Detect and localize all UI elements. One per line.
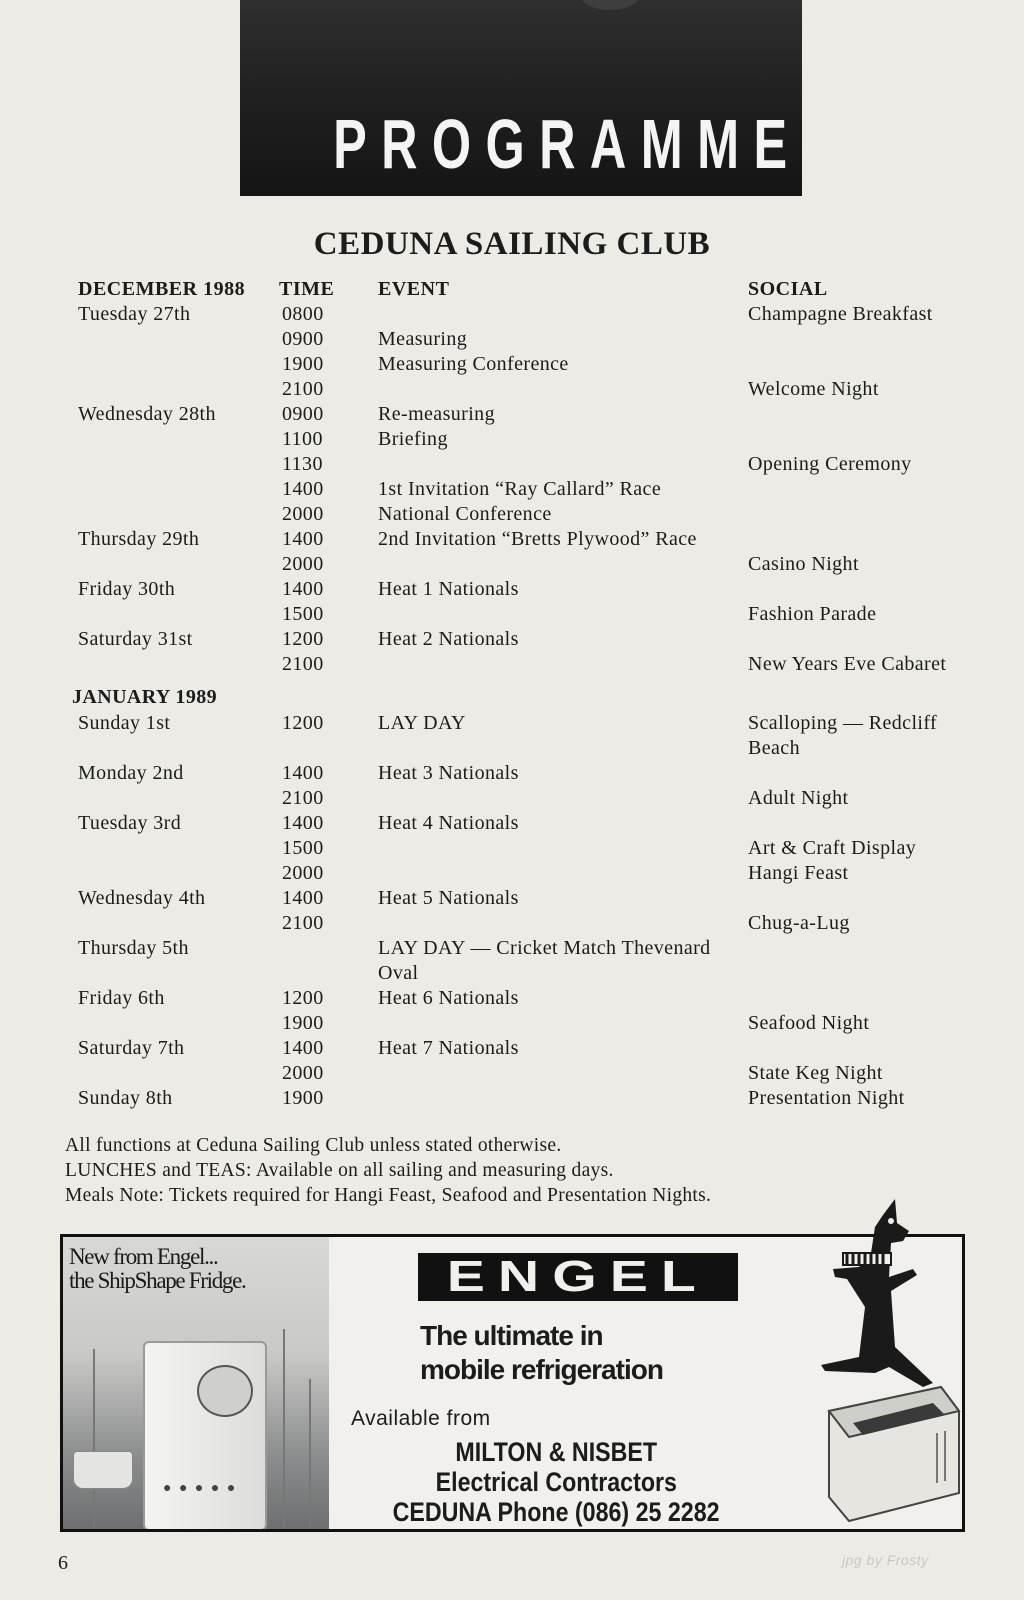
row-event: Heat 7 Nationals	[378, 1037, 519, 1059]
schedule-row	[0, 912, 1024, 937]
row-time: 2000	[282, 503, 324, 525]
row-time: 1500	[282, 603, 324, 625]
engel-logo: ENGEL	[418, 1253, 738, 1301]
schedule-row	[0, 303, 1024, 328]
row-event: Re-measuring	[378, 403, 495, 425]
note-meals: Meals Note: Tickets required for Hangi Feast, Seafood and Presentation Nights.	[65, 1185, 712, 1206]
row-social: State Keg Night	[748, 1062, 883, 1084]
schedule-row	[0, 478, 1024, 503]
available-from: Available from	[351, 1407, 491, 1430]
schedule-row	[0, 737, 1024, 762]
schedule-row	[0, 937, 1024, 962]
row-day: Friday 6th	[78, 987, 165, 1009]
schedule-row	[0, 428, 1024, 453]
row-day: Tuesday 27th	[78, 303, 191, 325]
schedule-row	[0, 962, 1024, 987]
schedule-row	[0, 762, 1024, 787]
row-time: 2100	[282, 378, 324, 400]
photo-headline	[69, 1245, 325, 1293]
banner-photo-highlight	[580, 0, 640, 10]
schedule-row	[0, 603, 1024, 628]
schedule-row	[0, 353, 1024, 378]
row-day: Thursday 29th	[78, 528, 200, 550]
dealer-name: MILTON & NISBET	[455, 1437, 657, 1467]
row-social: Chug-a-Lug	[748, 912, 850, 934]
banner-title: PROGRAMME	[333, 105, 802, 183]
row-event: National Conference	[378, 503, 552, 525]
row-event: Briefing	[378, 428, 448, 450]
schedule-row	[0, 328, 1024, 353]
row-time: 1400	[282, 1037, 324, 1059]
row-time: 2100	[282, 912, 324, 934]
row-time: 2000	[282, 1062, 324, 1084]
kangaroo-icon	[821, 1199, 933, 1387]
row-day: Wednesday 28th	[78, 403, 216, 425]
schedule-row	[0, 862, 1024, 887]
row-social: Champagne Breakfast	[748, 303, 933, 325]
mast-graphic	[93, 1349, 95, 1529]
row-social: Fashion Parade	[748, 603, 877, 625]
row-event: LAY DAY	[378, 712, 466, 734]
schedule-row	[0, 553, 1024, 578]
tagline-line1: The ultimate in	[420, 1320, 603, 1351]
row-time: 1200	[282, 987, 324, 1009]
row-day: Friday 30th	[78, 578, 176, 600]
note-lunches: LUNCHES and TEAS: Available on all sailing and measuring days.	[65, 1160, 614, 1181]
porthole-graphic	[197, 1365, 253, 1417]
row-time: 1100	[282, 428, 323, 450]
mast-graphic	[309, 1379, 311, 1529]
schedule-row	[0, 787, 1024, 812]
row-time: 2000	[282, 862, 324, 884]
january-heading: JANUARY 1989	[72, 686, 218, 708]
row-day: Wednesday 4th	[78, 887, 206, 909]
row-time: 1900	[282, 353, 324, 375]
header-social: SOCIAL	[748, 278, 828, 300]
boat-graphic	[73, 1451, 133, 1489]
row-social: Art & Craft Display	[748, 837, 917, 859]
row-time: 1500	[282, 837, 324, 859]
header-event: EVENT	[378, 278, 450, 300]
scarf-icon	[843, 1253, 891, 1265]
row-time: 1200	[282, 712, 324, 734]
schedule-row	[0, 578, 1024, 603]
schedule-row	[0, 528, 1024, 553]
schedule-row	[0, 887, 1024, 912]
row-event: 1st Invitation “Ray Callard” Race	[378, 478, 662, 500]
row-day: Saturday 7th	[78, 1037, 185, 1059]
row-event: Heat 5 Nationals	[378, 887, 519, 909]
row-time: 1400	[282, 887, 324, 909]
row-time: 1400	[282, 578, 324, 600]
row-day: Thursday 5th	[78, 937, 189, 959]
row-time: 2100	[282, 653, 324, 675]
schedule-row	[0, 453, 1024, 478]
engel-advertisement	[60, 1234, 965, 1532]
photo-credit: jpg by Frosty	[842, 1552, 929, 1568]
schedule-row	[0, 837, 1024, 862]
row-social: Scalloping — Redcliff	[748, 712, 938, 734]
row-social: Hangi Feast	[748, 862, 849, 884]
header-date: DECEMBER 1988	[78, 278, 246, 300]
note-functions: All functions at Ceduna Sailing Club unless stated otherwise.	[65, 1135, 562, 1156]
schedule-row	[0, 628, 1024, 653]
row-time: 2000	[282, 553, 324, 575]
row-event: Measuring	[378, 328, 468, 350]
fridge-graphic	[143, 1341, 267, 1529]
row-social: New Years Eve Cabaret	[748, 653, 947, 675]
row-day: Sunday 1st	[78, 712, 171, 734]
mast-graphic	[283, 1329, 285, 1529]
programme-banner	[240, 0, 802, 196]
photo-headline-line1: New from Engel...	[69, 1244, 218, 1269]
row-event: Heat 3 Nationals	[378, 762, 519, 784]
row-time: 1900	[282, 1087, 324, 1109]
row-time: 0900	[282, 403, 324, 425]
club-title: CEDUNA SAILING CLUB	[313, 226, 711, 262]
row-day: Saturday 31st	[78, 628, 193, 650]
cooler-icon	[829, 1387, 959, 1521]
row-time: 1200	[282, 628, 324, 650]
schedule-row	[0, 1087, 1024, 1112]
row-social: Opening Ceremony	[748, 453, 912, 475]
row-time: 0800	[282, 303, 324, 325]
schedule-row	[0, 812, 1024, 837]
schedule-row	[0, 378, 1024, 403]
row-social: Welcome Night	[748, 378, 879, 400]
dealer-phone: CEDUNA Phone (086) 25 2282	[392, 1497, 720, 1527]
schedule-row	[0, 403, 1024, 428]
row-time: 2100	[282, 787, 324, 809]
row-time: 1400	[282, 478, 324, 500]
row-social: Presentation Night	[748, 1087, 905, 1109]
schedule-row	[0, 987, 1024, 1012]
row-day: Sunday 8th	[78, 1087, 173, 1109]
row-time: 0900	[282, 328, 324, 350]
photo-headline-line2: the ShipShape Fridge.	[69, 1268, 246, 1293]
row-time: 1130	[282, 453, 323, 475]
row-social: Casino Night	[748, 553, 859, 575]
page-number: 6	[58, 1552, 68, 1574]
tagline-line2: mobile refrigeration	[420, 1354, 663, 1385]
row-event: Oval	[378, 962, 419, 984]
row-event: Heat 2 Nationals	[378, 628, 519, 650]
row-event: 2nd Invitation “Bretts Plywood” Race	[378, 528, 697, 550]
fridge-photo	[63, 1237, 329, 1529]
row-event: Heat 4 Nationals	[378, 812, 519, 834]
row-social: Seafood Night	[748, 1012, 870, 1034]
row-time: 1400	[282, 762, 324, 784]
tagline	[420, 1319, 663, 1387]
vent-graphic: ● ● ● ● ●	[163, 1481, 238, 1496]
schedule-row	[0, 1012, 1024, 1037]
schedule-row	[0, 712, 1024, 737]
row-day: Tuesday 3rd	[78, 812, 182, 834]
header-time: TIME	[279, 278, 335, 300]
row-social: Beach	[748, 737, 800, 759]
row-event: Measuring Conference	[378, 353, 569, 375]
kangaroo-mascot	[763, 1197, 963, 1531]
row-event: Heat 6 Nationals	[378, 987, 519, 1009]
row-event: LAY DAY — Cricket Match Thevenard	[378, 937, 711, 959]
notes	[65, 1133, 711, 1208]
schedule-row	[0, 503, 1024, 528]
dealer-trade: Electrical Contractors	[435, 1467, 677, 1497]
schedule-row	[0, 1062, 1024, 1087]
row-time: 1900	[282, 1012, 324, 1034]
schedule-row	[0, 1037, 1024, 1062]
row-day: Monday 2nd	[78, 762, 184, 784]
row-social: Adult Night	[748, 787, 849, 809]
row-time: 1400	[282, 528, 324, 550]
row-time: 1400	[282, 812, 324, 834]
row-event: Heat 1 Nationals	[378, 578, 519, 600]
schedule-row	[0, 653, 1024, 678]
